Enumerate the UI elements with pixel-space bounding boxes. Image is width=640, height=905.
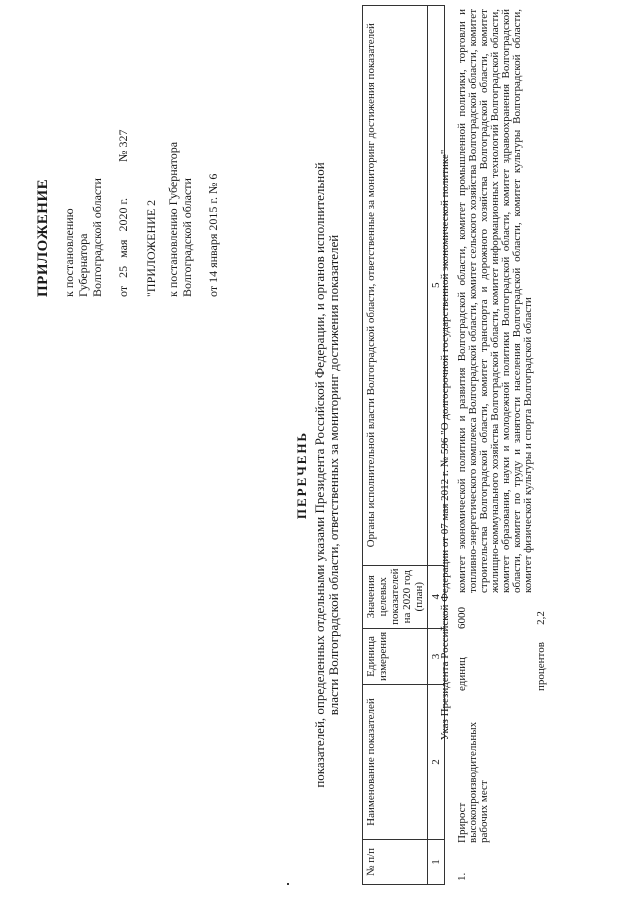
document-heading [295,115,341,835]
appendix-date-month: мая [116,239,130,258]
appendix2-date: от 14 января 2015 г. № 6 [206,173,220,297]
appendix-date-line [116,37,130,297]
table-body [440,5,547,885]
header-value: Значения целевых показателей на 2020 год (план) [363,565,428,628]
header-org: Органы исполнительной власти Волгоградской области, ответственные за мониторинг достижения показателей [363,6,428,566]
appendix-date-year: 2020 г. [116,197,130,232]
scan-speck [287,883,289,885]
document-title: ПЕРЕЧЕНЬ [294,430,309,520]
row-num: 1. [456,872,468,881]
header-name: Наименование показателей [363,685,428,840]
header-num: № п/п [363,840,428,885]
indicators-table-header [362,5,445,885]
column-index: 3 [428,628,445,684]
appendix2-title: "ПРИЛОЖЕНИЕ 2 [144,199,158,297]
header-row [363,6,428,885]
appendix-line-3: Волгоградской области [90,178,104,297]
appendix-date-prefix: от [116,285,130,297]
table-row [536,5,547,885]
column-index: 2 [428,685,445,840]
row-name [536,693,547,843]
appendix2-line-1: к постановлению Губернатора [166,141,180,297]
appendix-date-day: 25 [116,265,130,278]
section-heading: Указ Президента Российской Федерации от 07 мая 2012 г. № 596 "О долгосрочной государственной экономической политике" [439,149,451,741]
row-org [536,5,547,593]
appendix-line-2: Губернатора [76,233,90,297]
column-index: 1 [428,840,445,885]
document-subtitle-1: показателей, определенных отдельными указами Президента Российской Федерации, и органов исполнительной [312,162,327,788]
appendix-header [36,37,220,297]
appendix-number: № 327 [116,129,130,162]
header-unit: Единица измерения [363,628,428,684]
document-subtitle-2: власти Волгоградской области, ответственных за мониторинг достижения показателей [326,234,341,716]
row-value: 6000 [456,607,468,629]
appendix2-line-2: Волгоградской области [180,178,194,297]
row-unit: единиц [456,657,468,691]
table-row [457,5,534,885]
row-name: Прирост высокопроизводительных рабочих мест [456,721,490,843]
row-value: 2,2 [535,611,547,625]
column-index: 4 [428,565,445,628]
row-num [536,843,547,885]
column-index: 5 [428,6,445,566]
appendix-title: ПРИЛОЖЕНИЕ [35,178,51,297]
row-unit: процентов [535,642,547,691]
row-org: комитет экономической политики и развития Волгоградской области, комитет промышленной политики, торговли и топливно-энергетического комплекса Волгоградской области, комитет сельского хозяйства Волгоградской области, комитет строительства Волгоградской области, комитет транспорта и дорожного хозяйства Волгоградской области, комитет жилищно-коммунального хозяйства Волгоградской области, комитет информационных технологий Волгоградской области, комитет образования, науки и молодежной политики Волгоградской области, комитет здравоохранения Волгоградской области, комитет по труду и занятости населения Волгоградской области, комитет культуры Волгоградской области, комитет физической культуры и спорта Волгоградской области [456,9,534,593]
appendix-line-1: к постановлению [62,208,76,297]
